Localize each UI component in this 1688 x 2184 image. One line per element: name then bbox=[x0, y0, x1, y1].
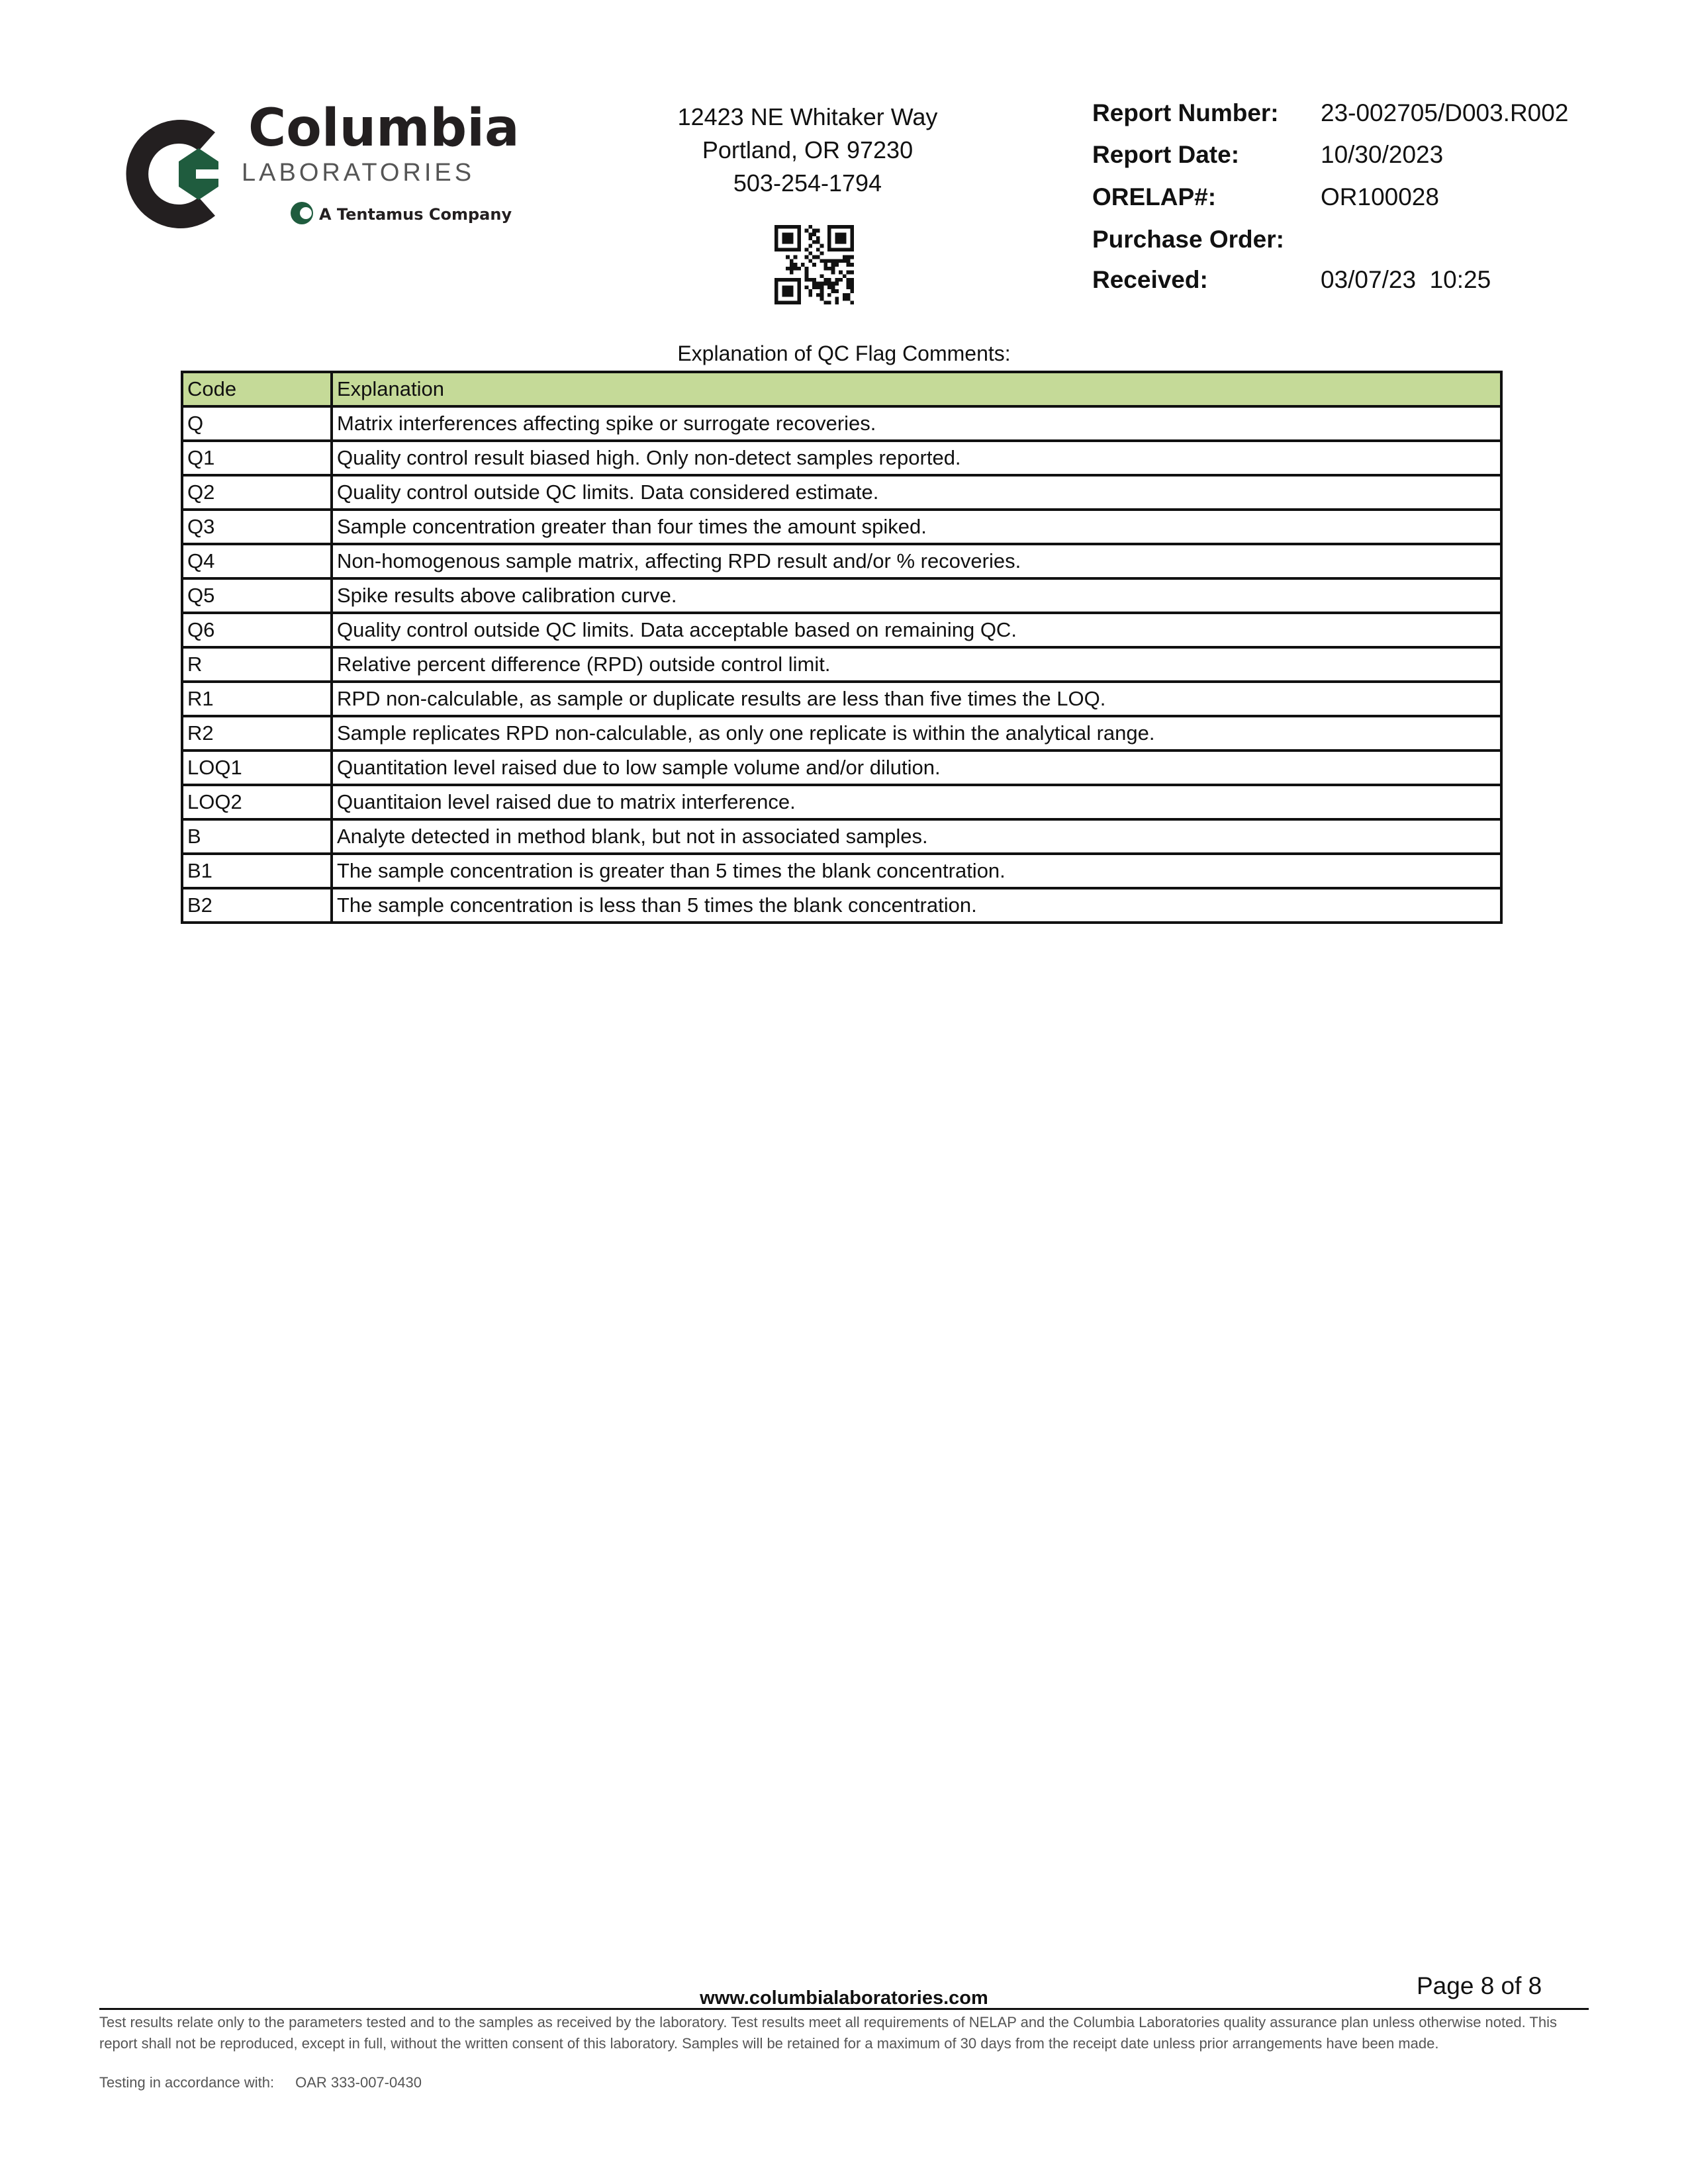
code-cell: Q1 bbox=[182, 441, 332, 475]
table-row bbox=[182, 578, 1501, 613]
report-number-value: 23-002705/D003.R002 bbox=[1321, 99, 1569, 126]
report-number-label: Report Number: bbox=[1092, 99, 1279, 126]
company-logo bbox=[99, 98, 536, 250]
code-cell: Q bbox=[182, 406, 332, 441]
orelap-label: ORELAP#: bbox=[1092, 183, 1217, 210]
explanation-cell: The sample concentration is less than 5 times the blank concentration. bbox=[332, 888, 1501, 923]
logo-mark-icon bbox=[126, 120, 220, 228]
explanation-cell: Quantitation level raised due to low sample volume and/or dilution. bbox=[332, 751, 1501, 785]
code-cell: B2 bbox=[182, 888, 332, 923]
explanation-cell: Matrix interferences affecting spike or surrogate recoveries. bbox=[332, 406, 1501, 441]
code-cell: LOQ1 bbox=[182, 751, 332, 785]
table-row bbox=[182, 819, 1501, 854]
testing-label: Testing in accordance with: bbox=[99, 2074, 275, 2091]
table-row bbox=[182, 716, 1501, 751]
table-row bbox=[182, 406, 1501, 441]
website-url: www.columbialaboratories.com bbox=[700, 1987, 988, 2009]
table-row bbox=[182, 751, 1501, 785]
testing-accordance bbox=[99, 2074, 422, 2091]
explanation-cell: Quantitaion level raised due to matrix interference. bbox=[332, 785, 1501, 819]
purchase-order-label: Purchase Order: bbox=[1092, 226, 1284, 253]
table-row bbox=[182, 854, 1501, 888]
testing-value: OAR 333-007-0430 bbox=[295, 2074, 422, 2091]
code-cell: Q6 bbox=[182, 613, 332, 647]
lab-address bbox=[596, 101, 1019, 200]
table-row bbox=[182, 510, 1501, 544]
code-cell: R2 bbox=[182, 716, 332, 751]
table-row bbox=[182, 785, 1501, 819]
report-date-value: 10/30/2023 bbox=[1321, 141, 1444, 168]
code-cell: Q5 bbox=[182, 578, 332, 613]
table-row bbox=[182, 888, 1501, 923]
explanation-cell: Sample replicates RPD non-calculable, as only one replicate is within the analytical range. bbox=[332, 716, 1501, 751]
code-cell: LOQ2 bbox=[182, 785, 332, 819]
code-cell: R1 bbox=[182, 682, 332, 716]
table-row bbox=[182, 613, 1501, 647]
orelap-value: OR100028 bbox=[1321, 183, 1439, 210]
explanation-cell: Relative percent difference (RPD) outside control limit. bbox=[332, 647, 1501, 682]
tentamus-leaf-icon bbox=[291, 202, 313, 224]
explanation-cell: Sample concentration greater than four times the amount spiked. bbox=[332, 510, 1501, 544]
table-row bbox=[182, 682, 1501, 716]
code-cell: B1 bbox=[182, 854, 332, 888]
explanation-cell: The sample concentration is greater than 5 times the blank concentration. bbox=[332, 854, 1501, 888]
page-number: Page 8 of 8 bbox=[1417, 1972, 1542, 1999]
code-cell: Q4 bbox=[182, 544, 332, 578]
logo-name: Columbia bbox=[248, 99, 520, 158]
qr-code-icon bbox=[774, 225, 854, 304]
table-row bbox=[182, 441, 1501, 475]
report-date-label: Report Date: bbox=[1092, 141, 1240, 168]
table-row bbox=[182, 544, 1501, 578]
code-cell: B bbox=[182, 819, 332, 854]
explanation-cell: RPD non-calculable, as sample or duplicate results are less than five times the LOQ. bbox=[332, 682, 1501, 716]
qc-flag-table bbox=[181, 371, 1503, 924]
header-explanation: Explanation bbox=[332, 372, 1501, 406]
received-label: Received: bbox=[1092, 266, 1208, 293]
explanation-cell: Quality control outside QC limits. Data considered estimate. bbox=[332, 475, 1501, 510]
footer-divider bbox=[99, 2008, 1589, 2010]
address-city: Portland, OR 97230 bbox=[702, 136, 914, 163]
disclaimer-text: Test results relate only to the parameters tested and to the samples as received by the laboratory. Test results meet all requirements of NELAP and the Columbia Laboratories quality assurance plan unless otherwise noted. This report shall not be reproduced, except in full, without the written consent of this laboratory. Samples will be retained for a maximum of 30 days from the receipt date unless prior arrangements have been made. bbox=[99, 2014, 1557, 2052]
table-header-row bbox=[182, 372, 1501, 406]
explanation-cell: Non-homogenous sample matrix, affecting RPD result and/or % recoveries. bbox=[332, 544, 1501, 578]
header-code: Code bbox=[182, 372, 332, 406]
code-cell: R bbox=[182, 647, 332, 682]
code-cell: Q2 bbox=[182, 475, 332, 510]
explanation-cell: Analyte detected in method blank, but not in associated samples. bbox=[332, 819, 1501, 854]
address-street: 12423 NE Whitaker Way bbox=[677, 103, 938, 130]
address-phone: 503-254-1794 bbox=[733, 169, 882, 197]
received-value: 03/07/23 10:25 bbox=[1321, 266, 1491, 293]
table-row bbox=[182, 475, 1501, 510]
table-title: Explanation of QC Flag Comments: bbox=[677, 341, 1011, 365]
logo-subtitle: LABORATORIES bbox=[242, 159, 475, 187]
explanation-cell: Quality control result biased high. Only non-detect samples reported. bbox=[332, 441, 1501, 475]
table-row bbox=[182, 647, 1501, 682]
explanation-cell: Spike results above calibration curve. bbox=[332, 578, 1501, 613]
logo-tagline: A Tentamus Company bbox=[319, 205, 512, 224]
code-cell: Q3 bbox=[182, 510, 332, 544]
explanation-cell: Quality control outside QC limits. Data acceptable based on remaining QC. bbox=[332, 613, 1501, 647]
